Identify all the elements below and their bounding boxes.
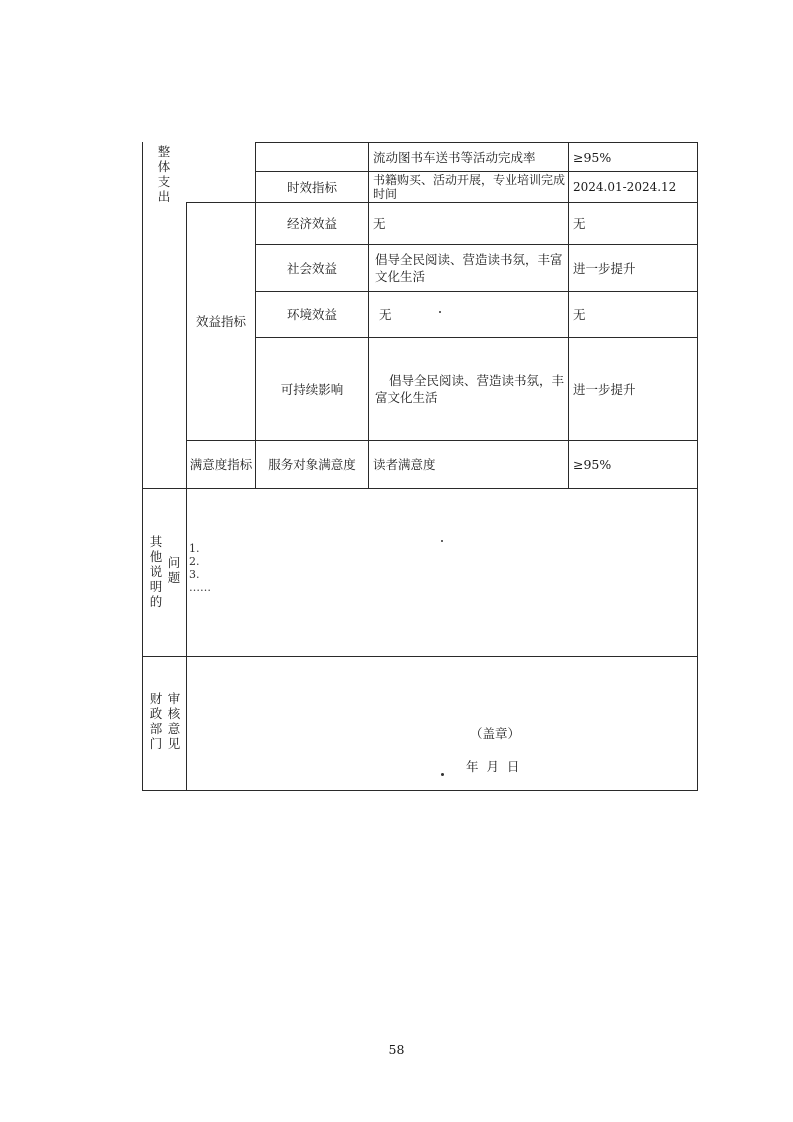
finance-review-sublabel: 审 核 意 见 — [167, 691, 181, 751]
list-item: 3. — [189, 568, 200, 581]
value-r2: 2024.01-2024.12 — [573, 179, 677, 194]
indicator-r2: 书籍购买、活动开展，专业培训完成时间 — [373, 173, 566, 201]
indicator-r3: 无 — [373, 216, 386, 231]
other-issues-label: 其 他 说 明 的 — [149, 534, 163, 609]
scan-speck — [441, 540, 443, 542]
table-border — [142, 656, 698, 657]
satisfaction-indicator-group: 满意度指标 — [189, 457, 253, 472]
indicator-r6: 倡导全民阅读、营造读书氛，丰富文化生活 — [375, 373, 565, 405]
other-issues-sublabel: 问 题 — [167, 555, 181, 585]
value-r4: 进一步提升 — [573, 260, 636, 276]
table-border — [697, 142, 698, 791]
value-r7: ≥95% — [573, 457, 612, 472]
overall-expenditure-label: 整 体 支 出 — [157, 144, 171, 204]
list-item: …… — [189, 581, 211, 594]
value-r6: 进一步提升 — [573, 381, 636, 397]
indicator-r4: 倡导全民阅读、营造读书氛，丰富文化生活 — [375, 252, 563, 284]
value-r3: 无 — [573, 216, 586, 231]
indicator-r5: 无 — [379, 307, 392, 322]
other-issues-list — [189, 542, 211, 594]
table-border — [142, 488, 698, 489]
table-border — [142, 790, 698, 791]
value-r5: 无 — [573, 307, 586, 322]
table-border — [142, 142, 143, 791]
indicator-r7: 读者满意度 — [373, 457, 436, 472]
category-r6: 可持续影响 — [280, 381, 344, 397]
category-r5: 环境效益 — [286, 307, 337, 322]
scan-speck — [441, 773, 444, 776]
category-r2: 时效指标 — [286, 179, 337, 195]
category-r7: 服务对象满意度 — [268, 457, 356, 472]
category-r3: 经济效益 — [286, 216, 337, 231]
value-r1: ≥95% — [573, 149, 612, 165]
stamp-label: （盖章） — [470, 726, 521, 741]
indicator-r1: 流动图书车送书等活动完成率 — [373, 149, 536, 165]
benefit-indicator-group: 效益指标 — [195, 314, 246, 329]
list-item: 2. — [189, 555, 200, 568]
scan-speck — [439, 311, 441, 313]
date-label: 年 月 日 — [466, 759, 520, 774]
category-r4: 社会效益 — [286, 260, 337, 276]
list-item: 1. — [189, 542, 200, 555]
page-number: 58 — [388, 1042, 405, 1057]
finance-dept-label: 财 政 部 门 — [149, 691, 163, 751]
